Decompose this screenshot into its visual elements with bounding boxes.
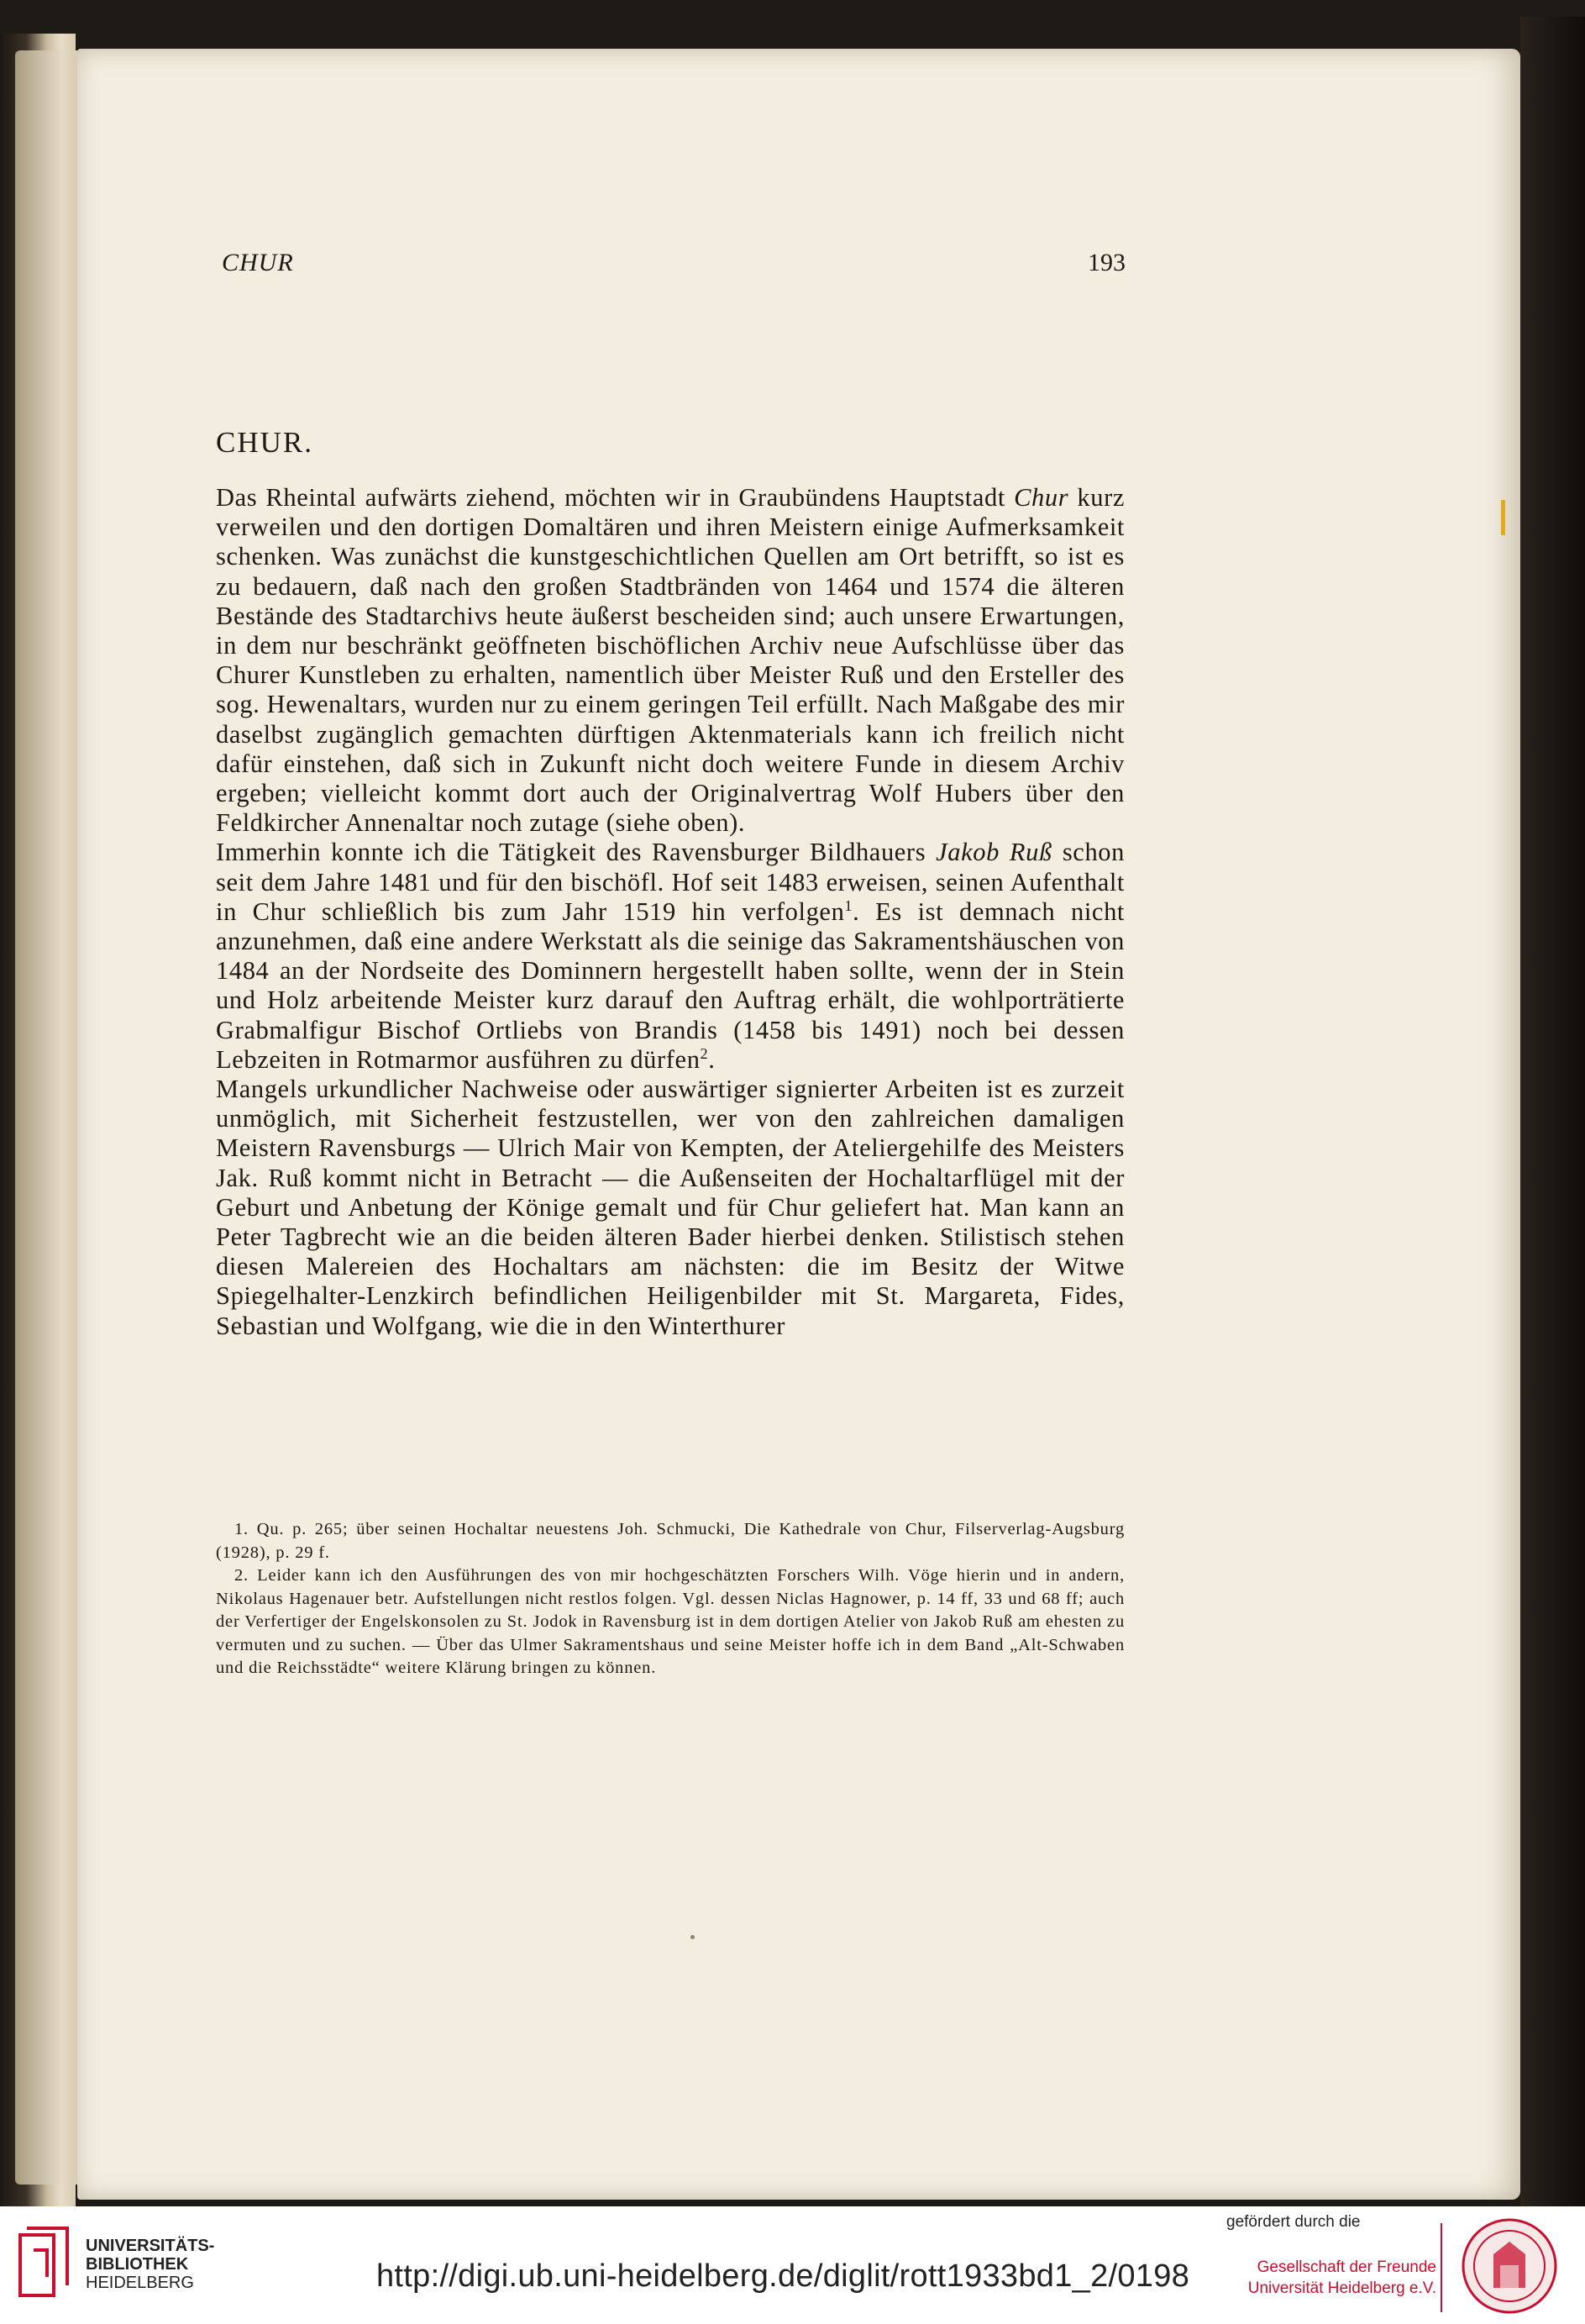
sponsor-name-line1: Gesellschaft der Freunde — [1257, 2258, 1436, 2276]
paper-speck — [690, 1935, 695, 1939]
page-number: 193 — [1088, 249, 1126, 276]
sponsor-block — [1226, 2213, 1436, 2299]
running-head: CHUR — [222, 249, 294, 276]
university-library-logo-icon — [17, 2227, 76, 2300]
permalink-url[interactable]: http://digi.ub.uni-heidelberg.de/diglit/rott1933bd1_2/0198 — [376, 2258, 1190, 2294]
footnotes — [216, 1518, 1125, 1680]
right-page-edge — [1520, 17, 1585, 2206]
library-name: UNIVERSITÄTS- BIBLIOTHEK HEIDELBERG — [86, 2237, 215, 2292]
footnote: 1. Qu. p. 265; über seinen Hochaltar neuestens Joh. Schmucki, Die Kathedrale von Chur, Filserverlag-Augsburg (1928), p. 29 f. — [216, 1520, 1125, 1562]
paragraph: Das Rheintal aufwärts ziehend, möchten wir in Graubündens Hauptstadt Chur kurz verweilen und den dortigen Domaltären und ihren Meistern einige Aufmerksamkeit schenken. Was zunächst die kunstgeschichtlichen Quellen am Ort betrifft, so ist es zu bedauern, daß nach den großen Stadtbränden von 1464 und 1574 die älteren Bestände des Stadtarchivs heute äußerst bescheiden sind; auch unsere Erwartungen, in dem nur beschränkt geöffneten bischöflichen Archiv neue Aufschlüsse über das Churer Kunstleben zu erhalten, namentlich über Meister Ruß und den Ersteller des sog. Hewenaltars, wurden nur zu einem geringen Teil erfüllt. Nach Maßgabe des mir daselbst zugänglich gemachten dürftigen Aktenmaterials kann ich freilich nicht dafür einstehen, daß sich in Zukunft nicht doch weitere Funde in diesem Archiv ergeben; vielleicht kommt dort auch der Originalvertrag Wolf Hubers über den Feldkircher Annenaltar noch zutage (siehe oben). — [216, 483, 1125, 838]
chapter-title: CHUR. — [216, 426, 313, 459]
university-seal-icon — [1460, 2216, 1559, 2316]
previous-page-edge — [15, 50, 82, 2185]
footnote: 2. Leider kann ich den Ausführungen des von mir hochgeschätzten Forschers Wilh. Vöge hierin und in andern, Nikolaus Hagenauer betr. Aufstellungen nicht restlos folgen. Vgl. dessen Niclas Hagnower, p. 14 ff, 33 und 68 ff; auch der Verfertiger der Engelskonsolen zu St. Jodok in Ravensburg ist in dem dortigen Atelier von Jakob Ruß am ehesten zu vermuten und zu suchen. — Über das Ulmer Sakramentshaus und seine Meister hoffe ich in dem Band „Alt-Schwaben und die Reichsstädte“ weitere Klärung bringen zu können. — [216, 1566, 1125, 1677]
footnote-ref: 1 — [844, 896, 853, 914]
footnote-ref: 2 — [700, 1044, 709, 1062]
paragraph: Mangels urkundlicher Nachweise oder auswärtiger signierter Arbeiten ist es zurzeit unmöglich, mit Sicherheit festzustellen, wer von den zahlreichen damaligen Meistern Ravensburgs — Ulrich Mair von Kempten, der Ateliergehilfe des Meisters Jak. Ruß kommt nicht in Betracht — die Außenseiten der Hochaltarflügel mit der Geburt und Anbetung der Könige gemalt und für Chur geliefert hat. Man kann an Peter Tagbrecht wie an die beiden älteren Bader hierbei denken. Stilistisch stehen diesen Malereien des Hochaltars am nächsten: die im Besitz der Witwe Spiegelhalter-Lenzkirch befindlichen Heiligenbilder mit St. Margareta, Fides, Sebastian und Wolfgang, wie die in den Winterthurer — [216, 1075, 1125, 1340]
paragraph: Immerhin konnte ich die Tätigkeit des Ravensburger Bildhauers Jakob Ruß schon seit dem Jahre 1481 und für den bischöfl. Hof seit 1483 erweisen, seinen Aufenthalt in Chur schließlich bis zum Jahr 1519 hin verfolgen$^1$. Es ist demnach nicht anzunehmen, daß eine andere Werkstatt als die seinige das Sakramentshäuschen von 1484 an der Nordseite des Dominnern hergestellt haben sollte, wenn der in Stein und Holz arbeitende Meister kurz darauf den Auftrag erhält, die wohlporträtierte Grabmalfigur Bischof Ortliebs von Brandis (1458 bis 1491) noch bei dessen Lebzeiten in Rotmarmor ausführen zu dürfen$^2$. — [216, 838, 1125, 1074]
page-marker-tab — [1501, 500, 1505, 535]
body-text — [216, 483, 1125, 1341]
viewer-footer — [0, 2206, 1585, 2324]
divider — [1441, 2223, 1442, 2312]
sponsor-name-line2: Universität Heidelberg e.V. — [1247, 2279, 1436, 2297]
sponsor-label: gefördert durch die — [1226, 2213, 1361, 2231]
